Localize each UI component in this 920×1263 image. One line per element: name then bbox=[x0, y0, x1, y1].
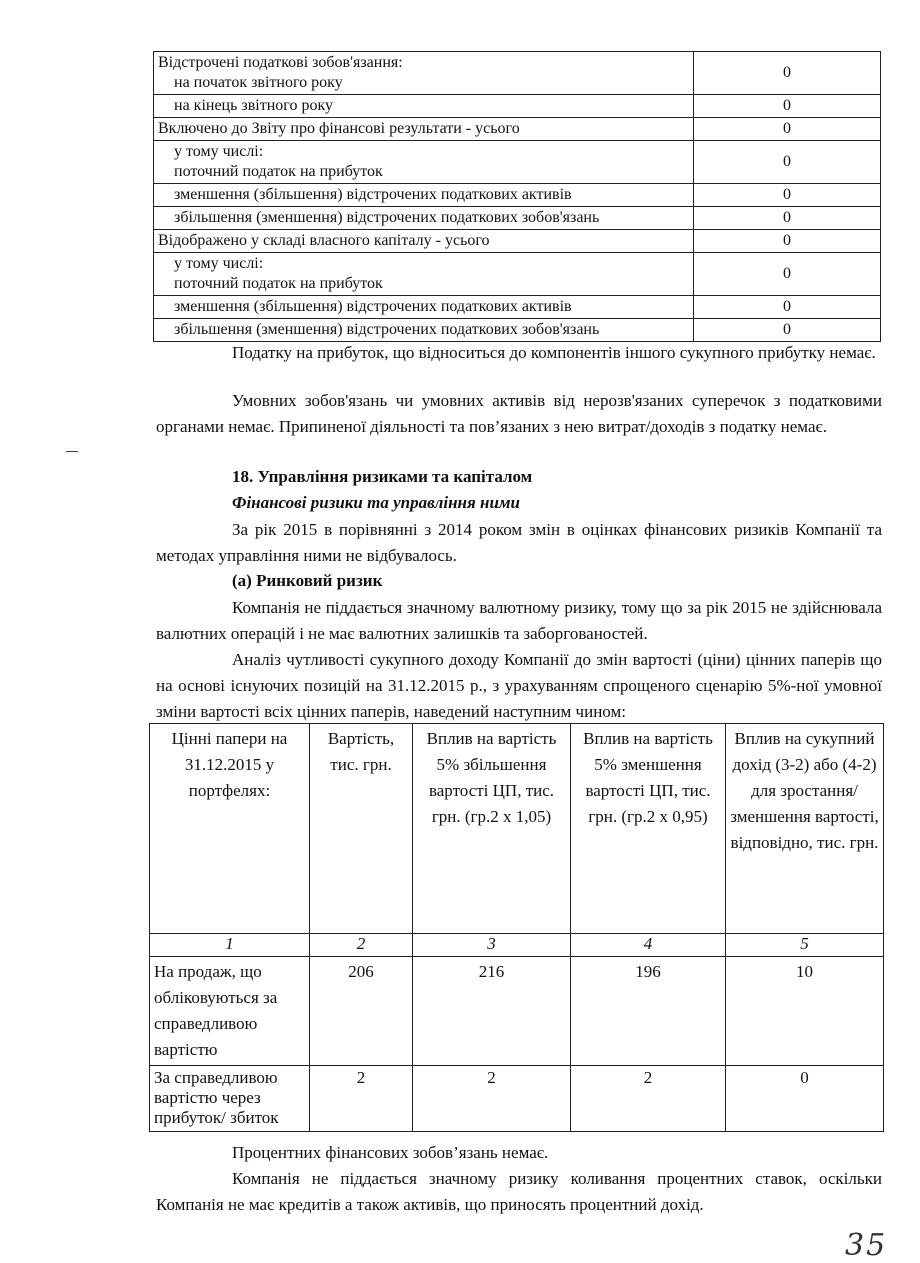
table-row bbox=[154, 184, 881, 207]
table-header-row bbox=[150, 724, 884, 934]
row-value: 0 bbox=[694, 319, 881, 342]
table-row bbox=[154, 230, 881, 253]
row-label: Включено до Звіту про фінансові результати - усього bbox=[154, 118, 694, 141]
column-number: 5 bbox=[726, 934, 884, 957]
handwritten-page-number: 35 bbox=[845, 1228, 888, 1263]
paragraph-sensitivity-analysis: Аналіз чутливості сукупного доходу Компанії до змін вартості (ціни) цінних паперів що на основі існуючих позицій на 31.12.2015 р., з урахуванням спрощеного сценарію 5%-ної умовної зміни вартості всіх цінних паперів, наведений наступним чином: bbox=[156, 650, 882, 721]
row-label: зменшення (збільшення) відстрочених податкових активів bbox=[154, 296, 694, 319]
scan-mark bbox=[66, 451, 78, 452]
row-value: 0 bbox=[694, 230, 881, 253]
column-number: 3 bbox=[413, 934, 571, 957]
row-label: За справедливою вартістю через прибуток/ збиток bbox=[150, 1066, 310, 1132]
table-row bbox=[150, 957, 884, 1066]
row-value: 0 bbox=[694, 118, 881, 141]
column-header: Вплив на вартість 5% зменшення вартості ЦП, тис. грн. (гр.2 х 0,95) bbox=[571, 724, 726, 934]
row-label bbox=[154, 253, 694, 296]
paragraph-currency-risk: Компанія не піддається значному валютному ризику, тому що за рік 2015 не здійснювала валютних операцій і не має валютних залишків та заборгованостей. bbox=[156, 598, 882, 643]
table-row bbox=[154, 141, 881, 184]
sensitivity-table bbox=[149, 723, 884, 1132]
row-label: зменшення (збільшення) відстрочених податкових активів bbox=[154, 184, 694, 207]
subsection-heading: Фінансові ризики та управління ними bbox=[232, 493, 520, 512]
row-value: 0 bbox=[694, 296, 881, 319]
impact-value: 10 bbox=[726, 957, 884, 1066]
column-header: Цінні папери на 31.12.2015 у портфелях: bbox=[150, 724, 310, 934]
row-value: 0 bbox=[694, 207, 881, 230]
paragraph-interest-rate-risk: Компанія не піддається значному ризику коливання процентних ставок, оскільки Компанія не має кредитів а також активів, що приносять процентний дохід. bbox=[156, 1169, 882, 1214]
row-label: збільшення (зменшення) відстрочених податкових зобов'язань bbox=[154, 207, 694, 230]
market-risk-heading: (а) Ринковий ризик bbox=[232, 571, 383, 590]
row-label: на кінець звітного року bbox=[154, 95, 694, 118]
row-label-line: на початок звітного року bbox=[174, 74, 343, 91]
row-label-line: поточний податок на прибуток bbox=[174, 275, 383, 292]
table-row bbox=[154, 207, 881, 230]
row-value: 0 bbox=[694, 141, 881, 184]
row-label bbox=[154, 141, 694, 184]
row-value: 0 bbox=[694, 52, 881, 95]
row-label-line: у тому числі: bbox=[174, 255, 264, 272]
column-header: Вплив на вартість 5% збільшення вартості ЦП, тис. грн. (гр.2 х 1,05) bbox=[413, 724, 571, 934]
increase-value: 216 bbox=[413, 957, 571, 1066]
table-row bbox=[154, 52, 881, 95]
row-label: Відображено у складі власного капіталу - усього bbox=[154, 230, 694, 253]
row-label bbox=[154, 52, 694, 95]
table-row bbox=[154, 253, 881, 296]
decrease-value: 196 bbox=[571, 957, 726, 1066]
section-heading: 18. Управління ризиками та капіталом bbox=[232, 467, 533, 486]
paragraph-risk-changes: За рік 2015 в порівнянні з 2014 роком змін в оцінках фінансових ризиків Компанії та методах управління ними не відбувалось. bbox=[156, 520, 882, 565]
decrease-value: 2 bbox=[571, 1066, 726, 1132]
paragraph-contingent-liabilities: Умовних зобов'язань чи умовних активів від нерозв'язаних суперечок з податковими органами немає. Припиненої діяльності та пов’язаних з нею витрат/доходів з податку немає. bbox=[156, 391, 882, 436]
column-number-row bbox=[150, 934, 884, 957]
cost-value: 206 bbox=[310, 957, 413, 1066]
table-row bbox=[154, 118, 881, 141]
paragraph-interest-liabilities: Процентних фінансових зобов’язань немає. bbox=[232, 1143, 549, 1162]
column-header: Вартість, тис. грн. bbox=[310, 724, 413, 934]
column-number: 2 bbox=[310, 934, 413, 957]
paragraph-income-tax-oci: Податку на прибуток, що відноситься до компонентів іншого сукупного прибутку немає. bbox=[232, 343, 876, 362]
column-number: 1 bbox=[150, 934, 310, 957]
row-value: 0 bbox=[694, 184, 881, 207]
row-label: На продаж, що обліковуються за справедливою вартістю bbox=[150, 957, 310, 1066]
table-row bbox=[154, 95, 881, 118]
cost-value: 2 bbox=[310, 1066, 413, 1132]
row-label-line: у тому числі: bbox=[174, 143, 264, 160]
table-row bbox=[154, 296, 881, 319]
column-header: Вплив на сукупний дохід (3-2) або (4-2) для зростання/ зменшення вартості, відповідно, тис. грн. bbox=[726, 724, 884, 934]
row-value: 0 bbox=[694, 95, 881, 118]
row-label: збільшення (зменшення) відстрочених податкових зобов'язань bbox=[154, 319, 694, 342]
table-row bbox=[154, 319, 881, 342]
deferred-tax-table bbox=[153, 51, 881, 342]
table-row bbox=[150, 1066, 884, 1132]
impact-value: 0 bbox=[726, 1066, 884, 1132]
row-value: 0 bbox=[694, 253, 881, 296]
row-label-line: Відстрочені податкові зобов'язання: bbox=[158, 54, 403, 71]
row-label-line: поточний податок на прибуток bbox=[174, 163, 383, 180]
column-number: 4 bbox=[571, 934, 726, 957]
increase-value: 2 bbox=[413, 1066, 571, 1132]
